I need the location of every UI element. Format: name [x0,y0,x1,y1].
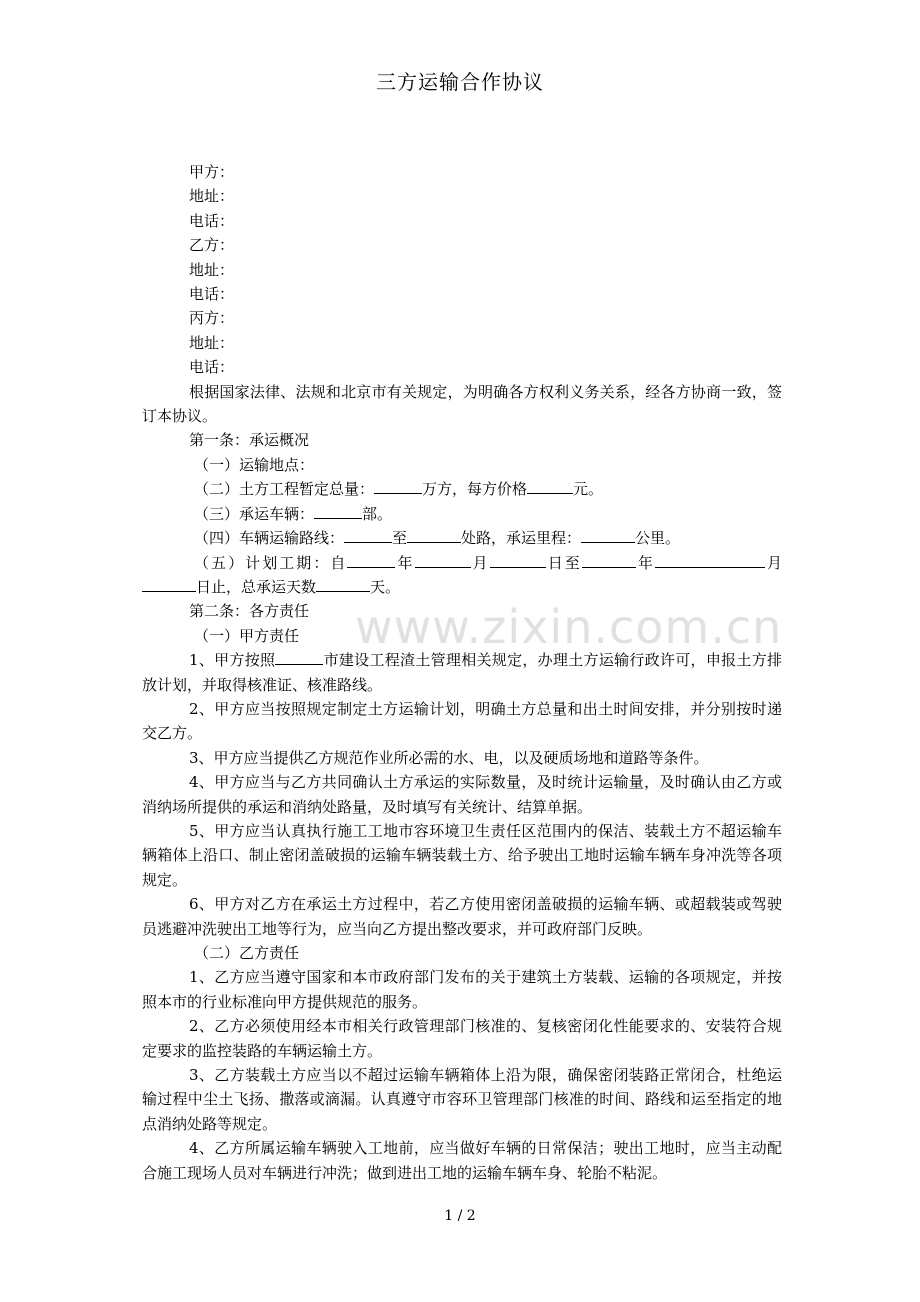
blank-city [275,649,323,665]
blank-total-days [316,576,370,592]
party-a-address: 地址： [189,187,235,206]
party-b-clause-2: 2、乙方必须使用经本市相关行政管理部门核准的、复核密闭化性能要求的、安装符合规定要求的监控装路的车辆运输土方。 [142,1017,782,1060]
party-b-clause-1: 1、乙方应当遵守国家和本市政府部门发布的关于建筑土方装载、运输的各项规定，并按照本市的行业标准向甲方提供规范的服务。 [142,968,782,1011]
party-a-label: 甲方： [189,163,235,181]
party-b-phone: 电话： [189,285,235,304]
party-b-label: 乙方： [189,236,235,255]
blank-end-year [582,552,636,568]
blank-start-day [490,552,546,568]
blank-route-from [344,527,392,543]
party-b-address: 地址： [189,260,235,279]
blank-route-to [407,527,461,543]
party-c-phone: 电话： [189,358,235,377]
party-b-responsibility-heading: （二）乙方责任 [194,944,300,962]
party-a-clause-2: 2、甲方应当按照规定制定土方运输计划，明确土方总量和出土时间安排，并分别按时递交乙方。 [142,699,782,743]
article1-item2: （二）土方工程暂定总量： 万方，每方价格 元。 [194,480,604,499]
page-number: 1 / 2 [444,1208,476,1224]
blank-total-volume [374,478,422,494]
blank-end-month [655,552,765,568]
party-a-clause-4: 4、甲方应当与乙方共同确认土方承运的实际数量，及时统计运输量，及时确认由乙方或消纳场所提供的承运和消纳处路量，及时填写有关统计、结算单据。 [142,773,782,816]
party-a-responsibility-heading: （一）甲方责任 [194,626,300,645]
blank-start-year [347,552,395,568]
party-b-clause-4: 4、乙方所属运输车辆驶入工地前，应当做好车辆的日常保洁；驶出工地时，应当主动配合施工现场人员对车辆进行冲洗；做到进出工地的运输车辆车身、轮胎不粘泥。 [142,1139,782,1182]
article2-heading: 第二条：各方责任 [189,602,310,621]
party-a-phone: 电话： [189,211,235,230]
blank-unit-price [527,478,573,494]
document-body [142,160,782,1185]
blank-vehicle-count [314,503,362,519]
party-b-clause-3: 3、乙方装载土方应当以不超过运输车辆箱体上沿为限，确保密闭装路正常闭合，杜绝运输过程中尘土飞扬、撒落或滴漏。认真遵守市容环卫管理部门核准的时间、路线和运至指定的地点消纳处路等规定。 [142,1066,782,1133]
party-a-clause-1: 1、甲方按照 市建设工程渣土管理相关规定，办理土方运输行政许可，申报土方排放计划，并取得核准证、核准路线。 [142,651,782,694]
blank-end-day [142,576,196,592]
party-c-label: 丙方： [189,309,235,328]
intro-paragraph: 根据国家法律、法规和北京市有关规定，为明确各方权利义务关系，经各方协商一致，签订本协议。 [142,382,782,426]
article1-heading: 第一条：承运概况 [189,431,310,450]
party-a-clause-5: 5、甲方应当认真执行施工工地市容环境卫生责任区范围内的保洁、装载土方不超运输车辆箱体上沿口、制止密闭盖破损的运输车辆装载土方、给予驶出工地时运输车辆车身冲洗等各项规定。 [142,821,782,889]
document-title: 三方运输合作协议 [376,70,544,94]
article1-item5: （五）计划工期：自 年 月 日至 年 月日止，总承运天数 天。 [142,551,782,600]
article1-item3: （三）承运车辆： 部。 [194,504,393,523]
party-a-clause-6: 6、甲方对乙方在承运土方过程中，若乙方使用密闭盖破损的运输车辆、或超载装或驾驶员逃避冲洗驶出工地等行为，应当向乙方提出整改要求，并可政府部门反映。 [142,895,782,938]
article1-item4: （四）车辆运输路线： 至 处路，承运里程： 公里。 [194,529,681,548]
party-c-address: 地址： [189,333,235,352]
article1-item1: （一）运输地点： [194,455,315,474]
watermark: www.zixin.com.cn [355,600,783,654]
party-a-clause-3: 3、甲方应当提供乙方规范作业所必需的水、电，以及硬质场地和道路等条件。 [189,748,709,767]
blank-start-month [415,552,471,568]
blank-distance [581,527,635,543]
